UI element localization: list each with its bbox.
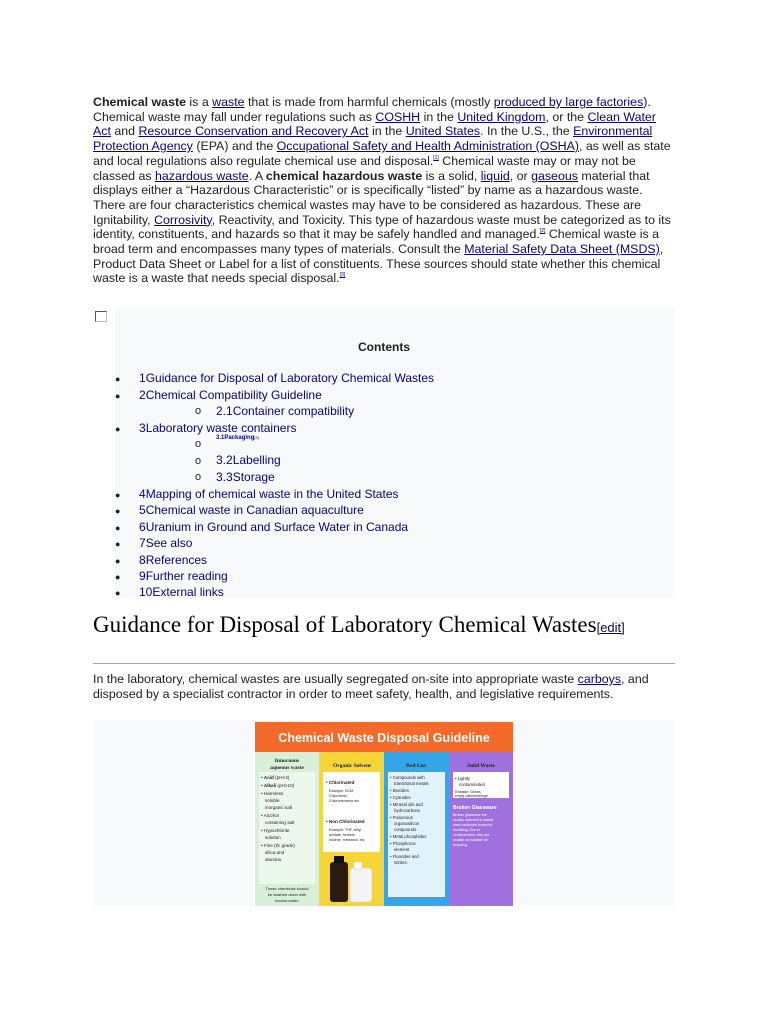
svg-text:landfilling. Due to: landfilling. Due to [453,828,480,832]
toc-item-6[interactable]: 6Uranium in Ground and Surface Water in Canada [139,520,409,534]
svg-text:nitrites.: nitrites. [394,860,408,865]
svg-text:usually not suitable for: usually not suitable for [453,838,488,842]
svg-text:element: element [394,847,410,852]
toc-item-3-3[interactable]: 3.3Storage [216,470,275,484]
circle-bullet-icon: o [195,438,202,450]
circle-bullet-icon: o [195,471,202,483]
bullet-icon: ● [115,506,121,516]
bullet-icon: ● [115,523,121,533]
bullet-icon: ● [115,490,121,500]
svg-text:toluene, methanol, etc.: toluene, methanol, etc. [329,838,366,842]
col3-head: Red List [405,763,427,769]
svg-text:soluble: soluble [265,798,280,803]
svg-text:• Acid (pH<4): • Acid (pH<4) [261,775,290,780]
svg-text:• Compounds with: • Compounds with [390,775,425,780]
toc-item-3[interactable]: 3Laboratory waste containers [139,421,297,435]
svg-text:transitional metals: transitional metals [394,781,429,786]
svg-text:These chemicals should: These chemicals should [265,886,309,891]
table-of-contents [93,308,675,598]
link-osha[interactable]: Occupational Safety and Health Administration (OSHA) [276,139,580,154]
toc-item-3-1[interactable]: 3.1Packaging[9] [216,435,259,441]
svg-text:• Phosphorus: • Phosphorus [390,841,416,846]
svg-text:• Non Chlorinated: • Non Chlorinated [326,819,365,824]
col4-head: Solid Waste [467,763,495,769]
section-paragraph: In the laboratory, chemical wastes are usually segregated on-site into appropriate waste carboys, and disposed by a specialist contractor in order to meet safety, health, and legislative requirements. [93,672,649,701]
col2-head: Organic Solvent [332,763,372,769]
svg-text:inorganic salt: inorganic salt [265,805,293,810]
toc-item-1[interactable]: 1Guidance for Disposal of Laboratory Chemical Wastes [139,371,435,385]
svg-text:• Chlorinated: • Chlorinated [326,780,355,785]
poster-title: Chemical Waste Disposal Guideline [278,731,490,745]
svg-text:• Fine (tlc grade): • Fine (tlc grade) [261,843,295,848]
svg-text:• Lightly: • Lightly [455,776,471,781]
toc-item-9[interactable]: 9Further reading [139,569,228,583]
bullet-icon: ● [115,374,121,384]
bullet-icon: ● [115,391,121,401]
circle-bullet-icon: o [195,405,202,417]
link-coshh[interactable]: COSHH [375,109,421,124]
svg-text:acetate, hexane,: acetate, hexane, [329,833,356,837]
col1-head: Innocuous [274,758,300,764]
svg-text:solution: solution [265,835,281,840]
svg-text:silica and: silica and [265,850,285,855]
svg-text:recycling.: recycling. [453,843,468,847]
link-gaseous[interactable]: gaseous [531,168,578,183]
svg-text:hydrocarbons: hydrocarbons [394,808,421,813]
svg-text:• Mineral oils and: • Mineral oils and [390,802,423,807]
toc-item-5[interactable]: 5Chemical waste in Canadian aquaculture [139,503,364,517]
term-chemical-waste: Chemical waste [93,95,186,109]
svg-text:• Harmless: • Harmless [261,791,284,796]
link-clean-water-act[interactable]: Clean Water Act [93,109,656,139]
toc-item-10[interactable]: 10External links [139,585,224,599]
link-corrosivity[interactable]: Corrosivity [154,212,212,227]
bullet-icon: ● [115,556,121,566]
link-waste[interactable]: waste [212,95,245,109]
toc-item-2-1[interactable]: 2.1Container compatibility [216,404,355,418]
svg-text:organosilicon: organosilicon [394,821,420,826]
svg-text:excess water.: excess water. [274,898,300,903]
toc-toggle-checkbox[interactable] [95,311,107,322]
figure-container [93,720,675,906]
link-carboys[interactable]: carboys [577,672,622,686]
toc-item-2[interactable]: 2Chemical Compatibility Guideline [139,388,322,402]
link-united-states[interactable]: United States [405,124,481,139]
svg-text:Example: DCM,: Example: DCM, [329,789,355,793]
toc-title: Contents [358,340,410,354]
disposal-guideline-poster [255,722,513,906]
svg-text:compounds: compounds [394,827,417,832]
svg-text:• Alkali (pH>10): • Alkali (pH>10) [261,783,295,788]
link-liquid[interactable]: liquid [480,168,510,183]
svg-text:• Cyanides: • Cyanides [390,795,411,800]
section-heading: Guidance for Disposal of Laboratory Chemical Wastes[edit] [93,611,675,664]
svg-text:Chlorobenzene etc.: Chlorobenzene etc. [329,799,361,803]
ref-1[interactable]: [1] [433,154,439,161]
link-epa[interactable]: Environmental Protection Agency [93,124,653,154]
svg-text:Broken Glassware: Broken Glassware [453,805,497,811]
link-hazardous-waste[interactable]: hazardous waste [154,168,249,183]
link-produced-by-large-factories[interactable]: produced by large factories [493,95,644,109]
svg-text:• Hypochlorite: • Hypochlorite [261,828,290,833]
bullet-icon: ● [115,539,121,549]
bullet-icon: ● [115,424,121,434]
svg-text:containing salt: containing salt [265,820,295,825]
edit-link[interactable]: [edit] [596,620,625,635]
svg-text:alumina: alumina [265,857,282,862]
svg-text:Example: Gloves,: Example: Gloves, [455,790,482,794]
link-msds[interactable]: Material Safety Data Sheet (MSDS) [464,242,660,257]
link-united-kingdom[interactable]: United Kingdom [457,109,546,124]
svg-text:contaminated: contaminated [459,782,485,787]
svg-text:• Poisonous: • Poisonous [390,815,413,820]
circle-bullet-icon: o [195,455,202,467]
svg-text:be washed down with: be washed down with [267,892,307,897]
svg-text:lined cardboard boxes for: lined cardboard boxes for [453,823,493,827]
svg-text:contamination, they are: contamination, they are [453,833,490,837]
svg-text:• Biocides: • Biocides [390,788,409,793]
link-rcra[interactable]: Resource Conservation and Recovery Act [138,124,369,139]
svg-text:Broken glassware are: Broken glassware are [453,813,487,817]
bullet-icon: ● [115,572,121,582]
svg-text:aqueous waste: aqueous waste [270,765,304,771]
ref-2[interactable]: [2] [539,228,546,235]
intro-paragraph: Chemical waste is a waste that is made from harmful chemicals (mostly produced by large factories). Chemical waste may fall under regulations such as COSHH in the United Kingdom, or the Clean Water Act and Resource Conservation and Recovery Act in the United States. In the U.S., the Environmental Protection Agency (EPA) and the Occupational Safety and Health Administration (OSHA), as well as state and local regulations also regulate chemical use and disposal.[1] Chemical waste may or may not be classed as hazardous waste. A chemical hazardous waste is a solid, liquid, or gaseous material that displays either a “Hazardous Characteristic” or is specifically “listed” by name as a hazardous waste. There are four characteristics chemical wastes may have to be considered as hazardous. These are Ignitability, Corrosivity, Reactivity, and Toxicity. This type of hazardous waste must be categorized as to its identity, constituents, and hazards so that it may be safely handled and managed.[2] Chemical waste is a broad term and encompasses many types of materials. Consult the Material Safety Data Sheet (MSDS), Product Data Sheet or Label for a list of constituents. These sources should state whether this chemical waste is a waste that needs special disposal.[3] [93,95,671,286]
ref-3[interactable]: [3] [339,272,346,279]
toc-item-8[interactable]: 8References [139,553,208,567]
term-chemical-hazardous-waste: chemical hazardous waste [265,168,423,183]
toc-item-7[interactable]: 7See also [139,536,193,550]
svg-text:usually collected in plastic: usually collected in plastic [453,818,494,822]
toc-item-3-2[interactable]: 3.2Labelling [216,453,281,467]
svg-text:• Metal phosphides: • Metal phosphides [390,834,427,839]
svg-text:empty vials/centrifuge: empty vials/centrifuge [455,794,488,798]
svg-text:• Alcohol: • Alcohol [261,813,279,818]
svg-text:Example: THF, ethyl: Example: THF, ethyl [329,828,362,832]
toc-item-4[interactable]: 4Mapping of chemical waste in the United States [139,487,399,501]
svg-text:• Fluorides and: • Fluorides and [390,854,419,859]
bullet-icon: ● [115,588,121,598]
svg-text:Chloroform,: Chloroform, [329,794,348,798]
